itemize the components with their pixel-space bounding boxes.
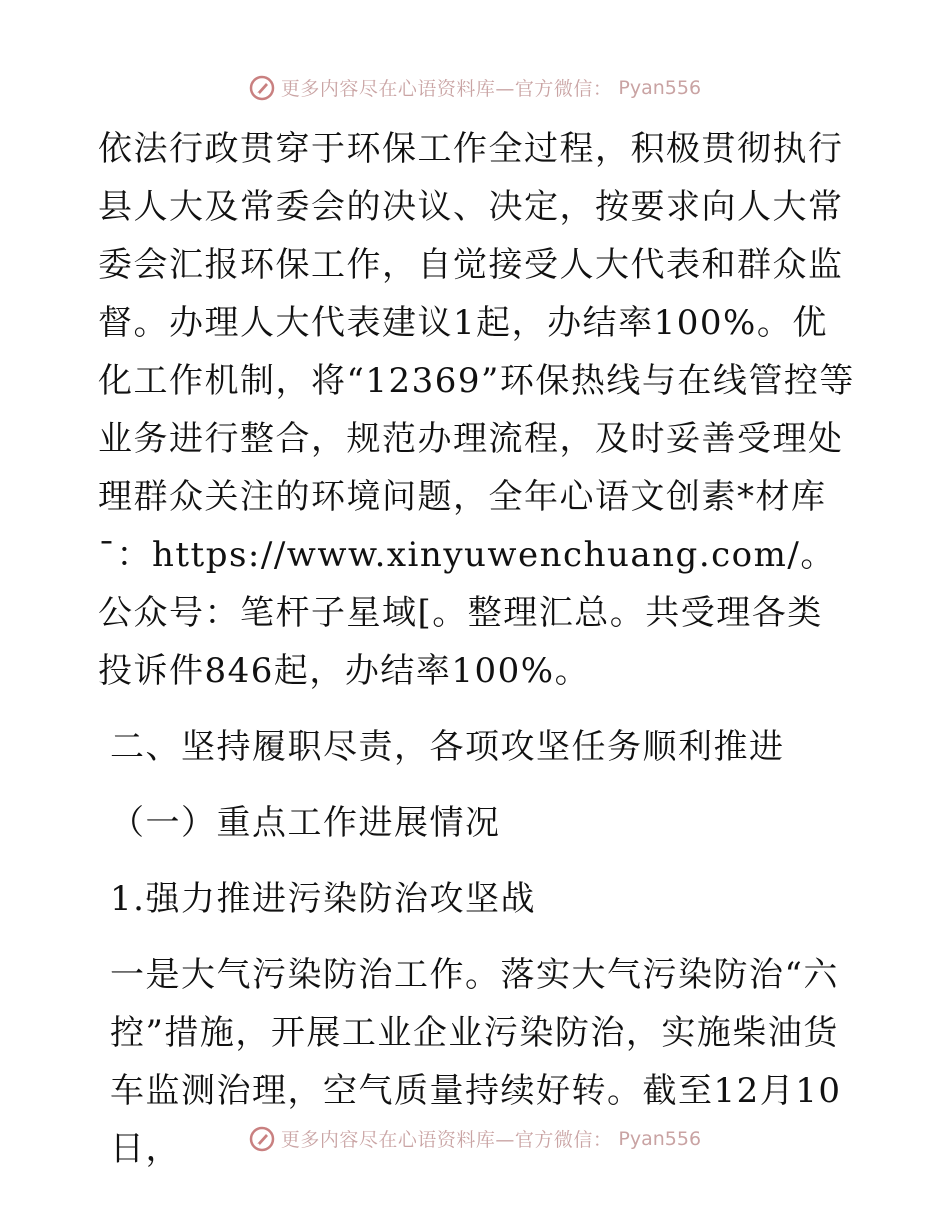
watermark-wechat-id: Pyan556: [618, 1127, 702, 1150]
watermark-text: 更多内容尽在心语资料库—官方微信：: [280, 78, 613, 100]
watermark-text: 更多内容尽在心语资料库—官方微信：: [280, 1129, 613, 1151]
footer-watermark: [0, 1125, 950, 1152]
subsection-heading: （一）重点工作进展情况: [110, 803, 501, 843]
item-heading: 1.强力推进污染防治攻坚战: [110, 879, 536, 919]
paragraph-air-pollution: 一是大气污染防治工作。落实大气污染防治“六控”措施，开展工业企业污染防治，实施柴油货车监测治理，空气质量持续好转。截至12月10日，: [110, 955, 842, 1169]
pen-seal-icon: [249, 1126, 275, 1152]
section-heading: 二、坚持履职尽责，各项攻坚任务顺利推进: [110, 727, 785, 767]
pen-seal-icon: [249, 75, 275, 101]
paragraph-law-enforcement: 依法行政贯穿于环保工作全过程，积极贯彻执行县人大及常委会的决议、决定，按要求向人大常委会汇报环保工作，自觉接受人大代表和群众监督。办理人大代表建议1起，办结率100%。优化工作机制，将“12369”环保热线与在线管控等业务进行整合，规范办理流程，及时妥善受理处理群众关注的环境问题，全年心语文创素*材库¯：https://www.xinyuwenchuang.com/。公众号：笔杆子星域[。整理汇总。共受理各类投诉件846起，办结率100%。: [98, 129, 855, 691]
document-body: [98, 120, 858, 1178]
header-watermark: [0, 74, 950, 101]
watermark-wechat-id: Pyan556: [618, 76, 702, 99]
